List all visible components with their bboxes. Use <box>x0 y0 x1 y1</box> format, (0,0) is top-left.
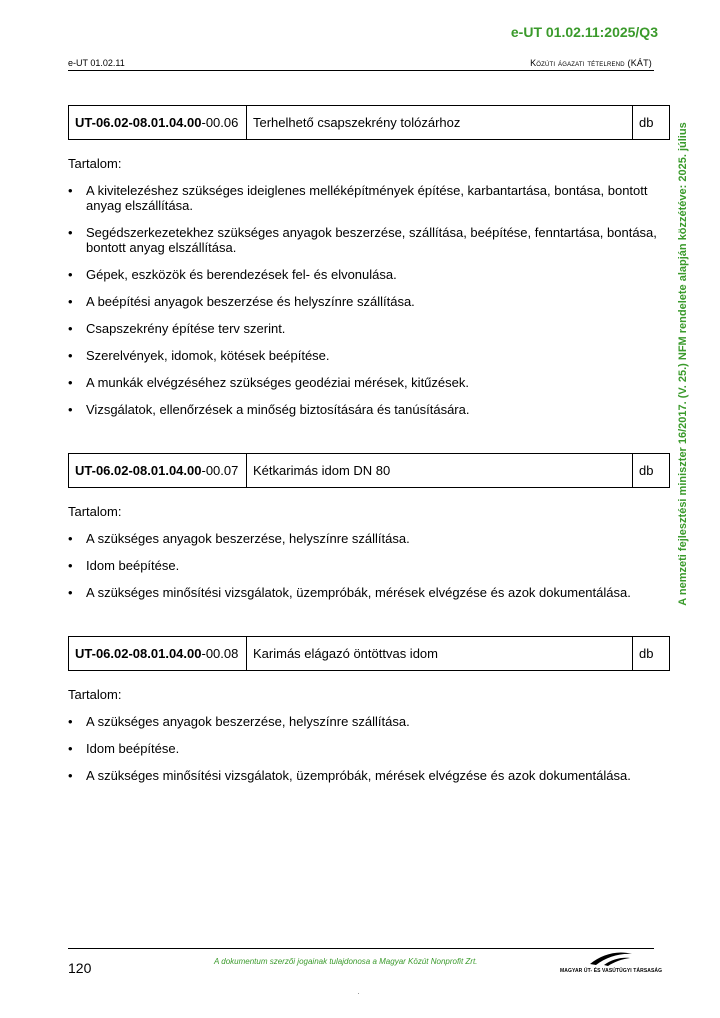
list-item <box>68 321 670 336</box>
bullet-icon: • <box>68 531 73 546</box>
side-publication-note: A nemzeti fejlesztési miniszter 16/2017. (V. 25.) NFM rendelete alapján közzétéve: 2025. július <box>677 122 689 606</box>
page-number: 120 <box>68 960 92 976</box>
item-unit: db <box>633 637 670 671</box>
list-item-text: Gépek, eszközök és berendezések fel- és elvonulása. <box>86 267 397 282</box>
list-item-text: Vizsgálatok, ellenőrzések a minőség biztosítására és tanúsítására. <box>86 402 470 417</box>
header-rule <box>68 70 654 71</box>
bullet-icon: • <box>68 768 73 783</box>
logo-text: MAGYAR ÚT- ÉS VASÚTÜGYI TÁRSASÁG <box>560 968 663 974</box>
list-item <box>68 183 670 213</box>
content-label: Tartalom: <box>68 687 122 702</box>
content-list <box>68 531 670 600</box>
item-name: Kétkarimás idom DN 80 <box>247 454 633 488</box>
footer-rule <box>68 948 654 949</box>
list-item <box>68 531 670 546</box>
list-item-text: Idom beépítése. <box>86 741 180 756</box>
bullet-icon: • <box>68 741 73 756</box>
item-code-suffix: -00.08 <box>201 646 239 661</box>
bullet-icon: • <box>68 585 73 600</box>
list-item <box>68 348 670 363</box>
item-table <box>68 105 670 140</box>
item-content <box>68 687 670 783</box>
bullet-icon: • <box>68 267 73 282</box>
content-label: Tartalom: <box>68 504 122 519</box>
list-item <box>68 714 670 729</box>
list-item-text: A kivitelezéshez szükséges ideiglenes melléképítmények építése, karbantartása, bontása, bontott anyag elszállítása. <box>86 183 648 213</box>
item-code <box>69 106 247 140</box>
item-code <box>69 454 247 488</box>
bullet-icon: • <box>68 714 73 729</box>
content-list <box>68 714 670 783</box>
list-item-text: A szükséges anyagok beszerzése, helyszínre szállítása. <box>86 714 410 729</box>
bullet-icon: • <box>68 558 73 573</box>
item-code-main: UT-06.02-08.01.04.00 <box>75 115 202 130</box>
item-unit: db <box>633 454 670 488</box>
list-item-text: A szükséges minősítési vizsgálatok, üzempróbák, mérések elvégzése és azok dokumentálása. <box>86 768 631 783</box>
list-item <box>68 402 670 417</box>
list-item <box>68 267 670 282</box>
bullet-icon: • <box>68 375 73 390</box>
item-code <box>69 637 247 671</box>
header-left: e-UT 01.02.11 <box>68 58 125 68</box>
bullet-icon: • <box>68 183 73 198</box>
item-name: Terhelhető csapszekrény tolózárhoz <box>247 106 633 140</box>
list-item <box>68 375 670 390</box>
bullet-icon: • <box>68 225 73 240</box>
list-item-text: A munkák elvégzéséhez szükséges geodéziai mérések, kitűzések. <box>86 375 469 390</box>
bullet-icon: • <box>68 321 73 336</box>
list-item-text: A beépítési anyagok beszerzése és helyszínre szállítása. <box>86 294 415 309</box>
list-item-text: Csapszekrény építése terv szerint. <box>86 321 286 336</box>
copyright-note: A dokumentum szerzői jogainak tulajdonosa a Magyar Közút Nonprofit Zrt. <box>214 957 478 966</box>
item-block <box>68 636 670 795</box>
content-label: Tartalom: <box>68 156 122 171</box>
list-item <box>68 741 670 756</box>
item-content <box>68 504 670 600</box>
scan-dot <box>358 993 359 994</box>
list-item <box>68 294 670 309</box>
bullet-icon: • <box>68 402 73 417</box>
list-item <box>68 768 670 783</box>
item-code-suffix: -00.07 <box>201 463 239 478</box>
item-block <box>68 105 670 429</box>
list-item-text: A szükséges anyagok beszerzése, helyszínre szállítása. <box>86 531 410 546</box>
list-item-text: Segédszerkezetekhez szükséges anyagok beszerzése, szállítása, beépítése, fenntartása, bontása, bontott anyag elszállítása. <box>86 225 657 255</box>
company-logo <box>560 950 663 974</box>
list-item-text: Szerelvények, idomok, kötések beépítése. <box>86 348 330 363</box>
list-item <box>68 585 670 600</box>
item-table <box>68 453 670 488</box>
header-right: Közúti ágazati tételrend (KÁT) <box>530 58 652 68</box>
item-content <box>68 156 670 417</box>
bullet-icon: • <box>68 294 73 309</box>
list-item-text: Idom beépítése. <box>86 558 180 573</box>
list-item-text: A szükséges minősítési vizsgálatok, üzempróbák, mérések elvégzése és azok dokumentálása. <box>86 585 631 600</box>
item-name: Karimás elágazó öntöttvas idom <box>247 637 633 671</box>
bullet-icon: • <box>68 348 73 363</box>
item-code-main: UT-06.02-08.01.04.00 <box>75 646 202 661</box>
list-item <box>68 225 670 255</box>
document-code: e-UT 01.02.11:2025/Q3 <box>510 24 658 40</box>
item-unit: db <box>633 106 670 140</box>
list-item <box>68 558 670 573</box>
item-code-suffix: -00.06 <box>201 115 239 130</box>
item-code-main: UT-06.02-08.01.04.00 <box>75 463 202 478</box>
logo-swoosh-icon <box>560 950 655 968</box>
item-block <box>68 453 670 612</box>
item-table <box>68 636 670 671</box>
content-list <box>68 183 670 417</box>
